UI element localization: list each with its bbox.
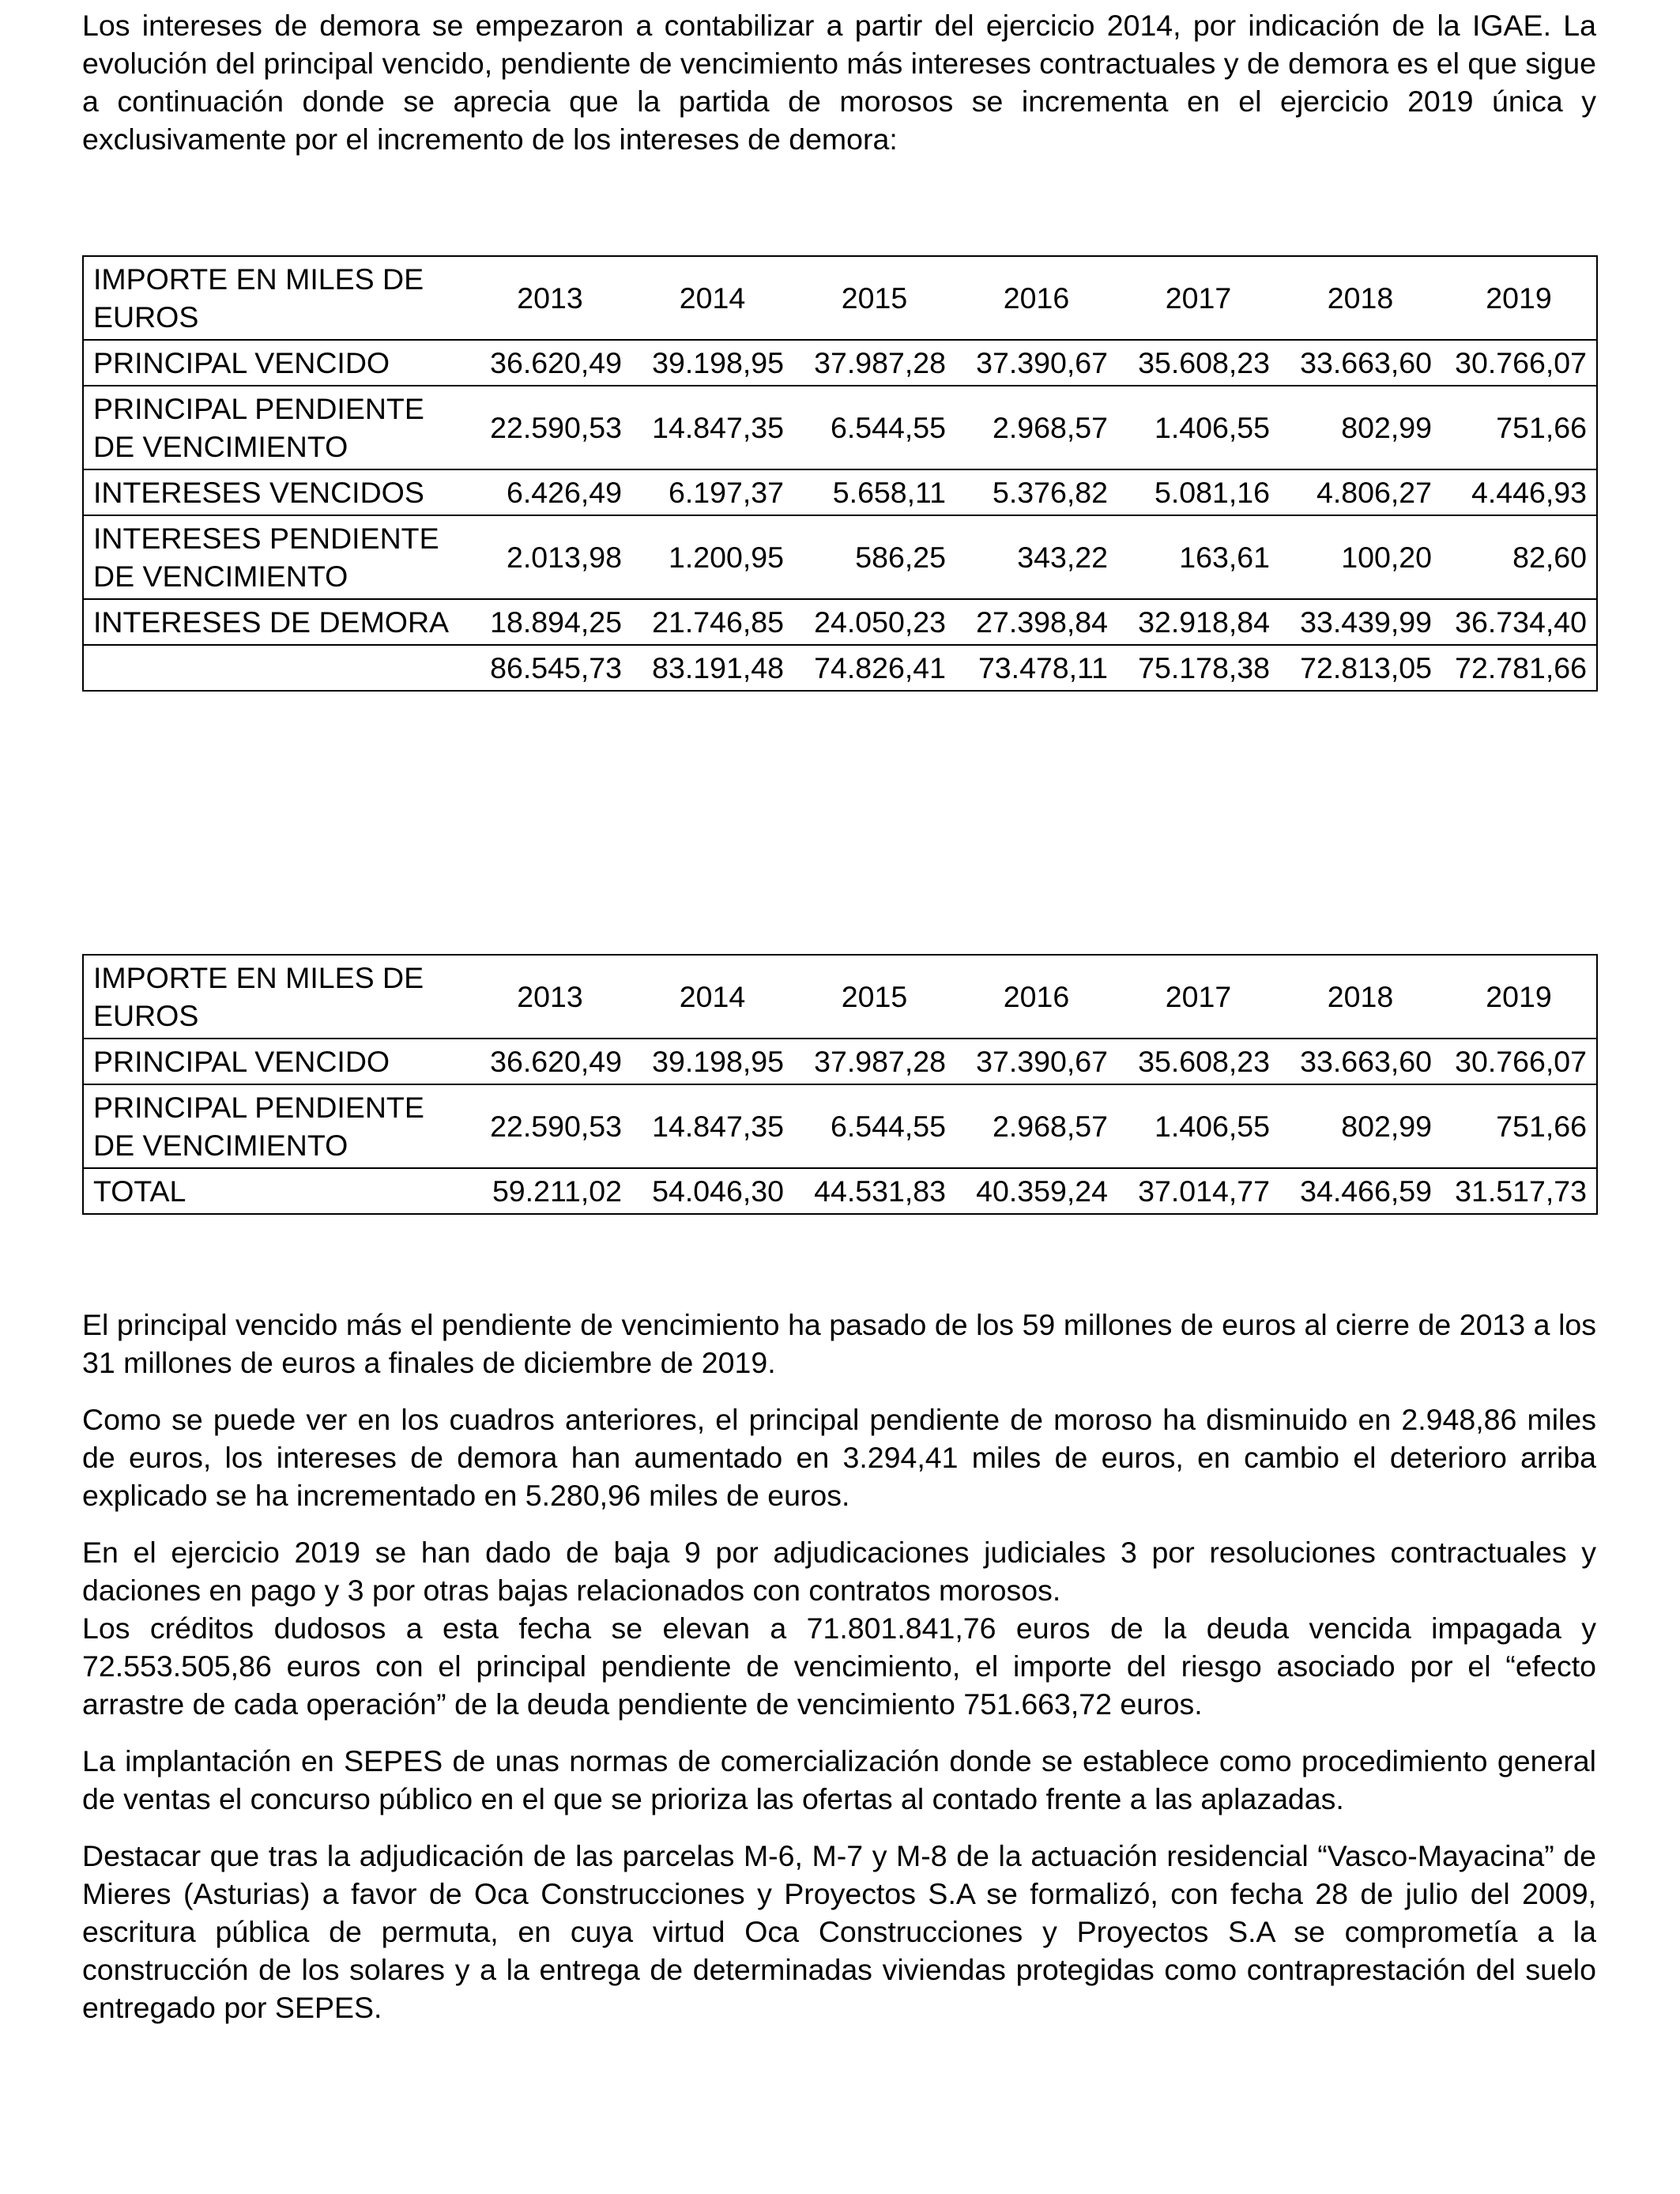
value-cell: 24.050,23: [793, 599, 955, 645]
value-cell: 36.734,40: [1441, 599, 1597, 645]
value-cell: 22.590,53: [469, 1084, 631, 1168]
value-cell: 31.517,73: [1441, 1168, 1597, 1214]
table-header-row: [83, 256, 1597, 340]
value-cell: 74.826,41: [793, 645, 955, 691]
value-cell: 22.590,53: [469, 386, 631, 469]
value-cell: 37.390,67: [955, 340, 1117, 386]
value-cell: 37.390,67: [955, 1039, 1117, 1084]
table-principal: [82, 954, 1598, 1215]
value-cell: 40.359,24: [955, 1168, 1117, 1214]
row-label: TOTAL: [83, 1168, 469, 1214]
year-cell: 2015: [793, 955, 955, 1039]
value-cell: 39.198,95: [631, 1039, 793, 1084]
value-cell: 6.544,55: [793, 386, 955, 469]
value-cell: 35.608,23: [1117, 1039, 1279, 1084]
value-cell: 100,20: [1279, 515, 1441, 599]
value-cell: 32.918,84: [1117, 599, 1279, 645]
table-row: [83, 515, 1597, 599]
table-row: [83, 1039, 1597, 1084]
year-cell: 2014: [631, 955, 793, 1039]
year-cell: 2018: [1279, 256, 1441, 340]
table-total-row: [83, 645, 1597, 691]
value-cell: 14.847,35: [631, 1084, 793, 1168]
value-cell: 30.766,07: [1441, 340, 1597, 386]
header-label: IMPORTE EN MILES DE EUROS: [83, 955, 469, 1039]
value-cell: 2.013,98: [469, 515, 631, 599]
value-cell: 59.211,02: [469, 1168, 631, 1214]
year-cell: 2019: [1441, 256, 1597, 340]
value-cell: 54.046,30: [631, 1168, 793, 1214]
value-cell: 33.439,99: [1279, 599, 1441, 645]
value-cell: 1.406,55: [1117, 1084, 1279, 1168]
row-label: PRINCIPAL PENDIENTE DE VENCIMIENTO: [83, 1084, 469, 1168]
value-cell: 72.781,66: [1441, 645, 1597, 691]
value-cell: 751,66: [1441, 1084, 1597, 1168]
paragraph: Como se puede ver en los cuadros anteriores, el principal pendiente de moroso ha disminuido en 2.948,86 miles de euros, los intereses de demora han aumentado en 3.294,41 miles de euros, en cambio el deterioro arriba explicado se ha incrementado en 5.280,96 miles de euros.: [82, 1403, 1596, 1512]
value-cell: 6.426,49: [469, 469, 631, 515]
value-cell: 2.968,57: [955, 1084, 1117, 1168]
year-cell: 2016: [955, 256, 1117, 340]
row-label: PRINCIPAL VENCIDO: [83, 340, 469, 386]
year-cell: 2018: [1279, 955, 1441, 1039]
value-cell: 36.620,49: [469, 1039, 631, 1084]
value-cell: 86.545,73: [469, 645, 631, 691]
table-header-row: [83, 955, 1597, 1039]
value-cell: 5.081,16: [1117, 469, 1279, 515]
value-cell: 802,99: [1279, 386, 1441, 469]
value-cell: 586,25: [793, 515, 955, 599]
table-total-row: [83, 1168, 1597, 1214]
intro-paragraph: Los intereses de demora se empezaron a contabilizar a partir del ejercicio 2014, por indicación de la IGAE. La evolución del principal vencido, pendiente de vencimiento más intereses contractuales y de demora es el que sigue a continuación donde se aprecia que la partida de morosos se incrementa en el ejercicio 2019 única y exclusivamente por el incremento de los intereses de demora:: [82, 9, 1596, 156]
value-cell: 39.198,95: [631, 340, 793, 386]
value-cell: 36.620,49: [469, 340, 631, 386]
value-cell: 35.608,23: [1117, 340, 1279, 386]
body-text: [82, 1306, 1596, 2045]
value-cell: 34.466,59: [1279, 1168, 1441, 1214]
row-label: INTERESES DE DEMORA: [83, 599, 469, 645]
row-label: PRINCIPAL PENDIENTE DE VENCIMIENTO: [83, 386, 469, 469]
year-cell: 2016: [955, 955, 1117, 1039]
value-cell: 30.766,07: [1441, 1039, 1597, 1084]
paragraph: El principal vencido más el pendiente de vencimiento ha pasado de los 59 millones de euros al cierre de 2013 a los 31 millones de euros a finales de diciembre de 2019.: [82, 1308, 1596, 1379]
value-cell: 4.446,93: [1441, 469, 1597, 515]
value-cell: 751,66: [1441, 386, 1597, 469]
table-row: [83, 340, 1597, 386]
value-cell: 802,99: [1279, 1084, 1441, 1168]
value-cell: 82,60: [1441, 515, 1597, 599]
value-cell: 75.178,38: [1117, 645, 1279, 691]
value-cell: 5.658,11: [793, 469, 955, 515]
paragraph: Los créditos dudosos a esta fecha se elevan a 71.801.841,76 euros de la deuda vencida impagada y 72.553.505,86 euros con el principal pendiente de vencimiento, el importe del riesgo asociado por el “efecto arrastre de cada operación” de la deuda pendiente de vencimiento 751.663,72 euros.: [82, 1612, 1596, 1721]
value-cell: 4.806,27: [1279, 469, 1441, 515]
value-cell: 163,61: [1117, 515, 1279, 599]
table-row: [83, 386, 1597, 469]
value-cell: 72.813,05: [1279, 645, 1441, 691]
value-cell: 37.014,77: [1117, 1168, 1279, 1214]
row-label: PRINCIPAL VENCIDO: [83, 1039, 469, 1084]
value-cell: 1.406,55: [1117, 386, 1279, 469]
year-cell: 2014: [631, 256, 793, 340]
table-row: [83, 469, 1597, 515]
value-cell: 18.894,25: [469, 599, 631, 645]
value-cell: 14.847,35: [631, 386, 793, 469]
value-cell: 21.746,85: [631, 599, 793, 645]
year-cell: 2013: [469, 955, 631, 1039]
header-label: IMPORTE EN MILES DE EUROS: [83, 256, 469, 340]
value-cell: 1.200,95: [631, 515, 793, 599]
year-cell: 2017: [1117, 955, 1279, 1039]
paragraph: Destacar que tras la adjudicación de las parcelas M-6, M-7 y M-8 de la actuación residencial “Vasco-Mayacina” de Mieres (Asturias) a favor de Oca Construcciones y Proyectos S.A se formalizó, con fecha 28 de julio del 2009, escritura pública de permuta, en cuya virtud Oca Construcciones y Proyectos S.A se comprometía a la construcción de los solares y a la entrega de determinadas viviendas protegidas como contraprestación del suelo entregado por SEPES.: [82, 1839, 1596, 2024]
year-cell: 2013: [469, 256, 631, 340]
value-cell: 33.663,60: [1279, 1039, 1441, 1084]
table-row: [83, 1084, 1597, 1168]
value-cell: 33.663,60: [1279, 340, 1441, 386]
year-cell: 2019: [1441, 955, 1597, 1039]
value-cell: 5.376,82: [955, 469, 1117, 515]
year-cell: 2017: [1117, 256, 1279, 340]
row-label: [83, 645, 469, 691]
value-cell: 6.544,55: [793, 1084, 955, 1168]
table-intereses: [82, 255, 1598, 692]
row-label: INTERESES VENCIDOS: [83, 469, 469, 515]
value-cell: 37.987,28: [793, 340, 955, 386]
row-label: INTERESES PENDIENTE DE VENCIMIENTO: [83, 515, 469, 599]
value-cell: 6.197,37: [631, 469, 793, 515]
value-cell: 44.531,83: [793, 1168, 955, 1214]
value-cell: 27.398,84: [955, 599, 1117, 645]
value-cell: 73.478,11: [955, 645, 1117, 691]
value-cell: 83.191,48: [631, 645, 793, 691]
paragraph: La implantación en SEPES de unas normas de comercialización donde se establece como procedimiento general de ventas el concurso público en el que se prioriza las ofertas al contado frente a las aplazadas.: [82, 1744, 1596, 1815]
table-row: [83, 599, 1597, 645]
value-cell: 2.968,57: [955, 386, 1117, 469]
value-cell: 343,22: [955, 515, 1117, 599]
year-cell: 2015: [793, 256, 955, 340]
value-cell: 37.987,28: [793, 1039, 955, 1084]
paragraph: En el ejercicio 2019 se han dado de baja 9 por adjudicaciones judiciales 3 por resoluciones contractuales y daciones en pago y 3 por otras bajas relacionados con contratos morosos.: [82, 1536, 1596, 1607]
